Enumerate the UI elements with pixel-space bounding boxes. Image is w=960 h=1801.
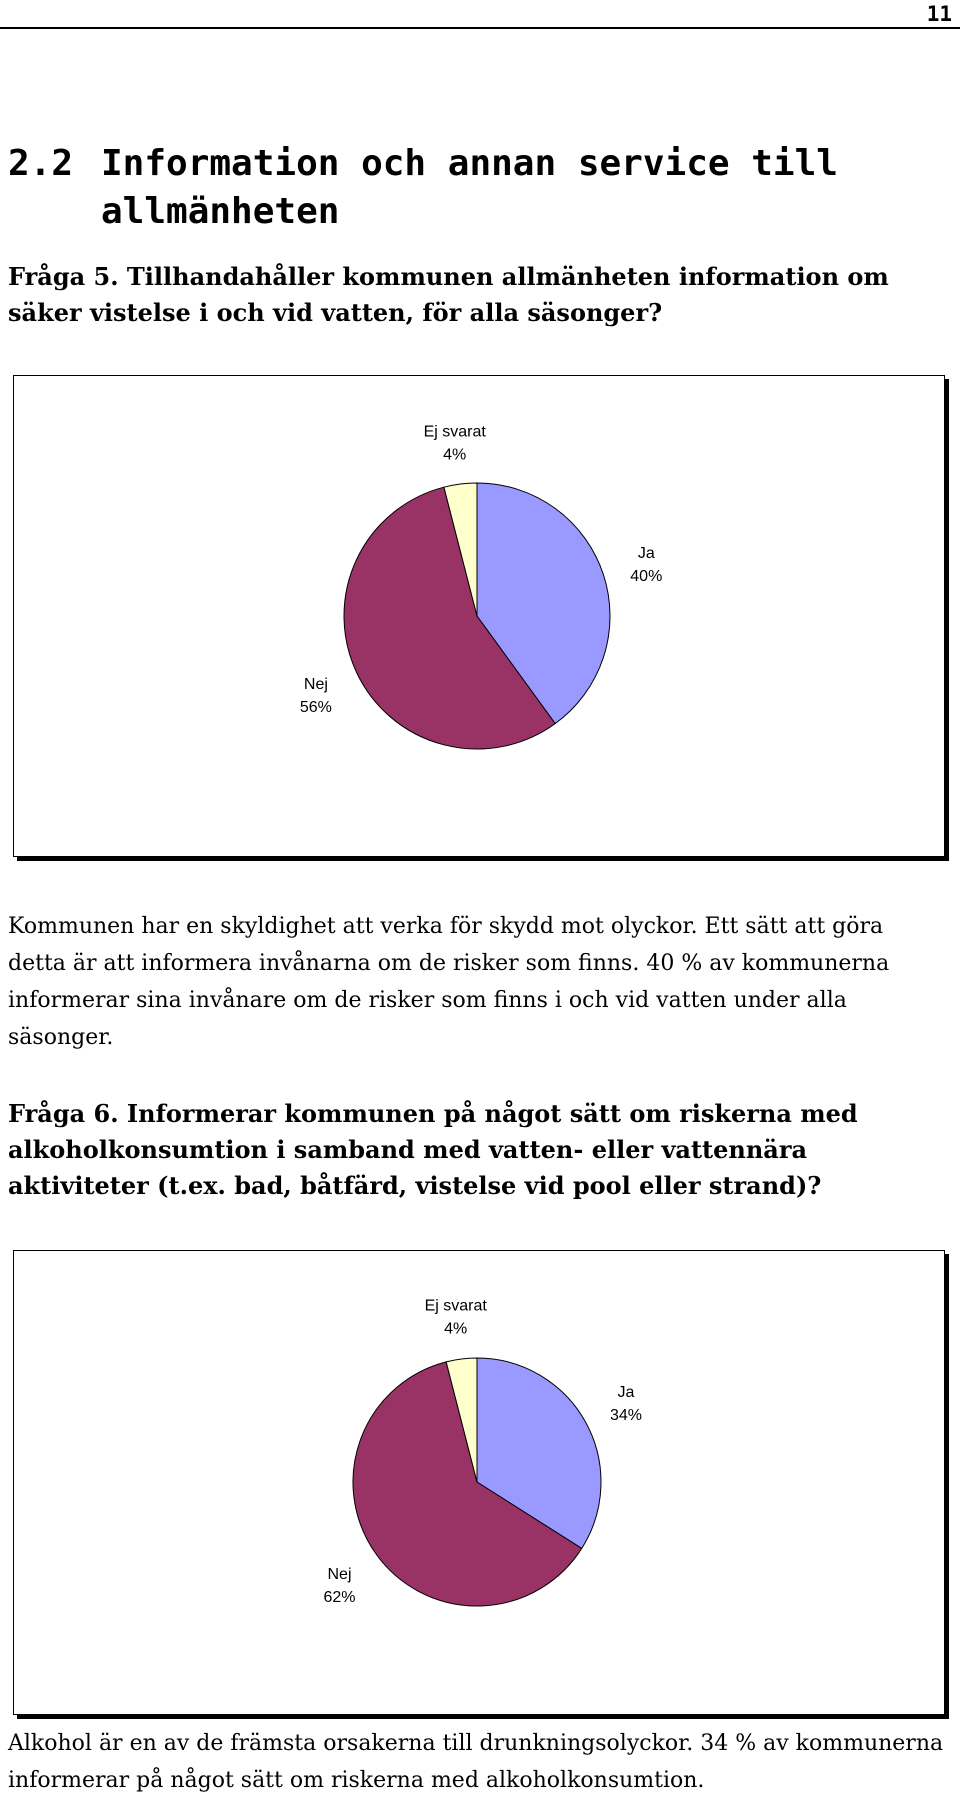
- header-rule: [0, 27, 960, 29]
- paragraph-q5: Kommunen har en skyldighet att verka för skydd mot olyckor. Ett sätt att göra detta är att informera invånarna om de risker som finns. 40 % av kommunerna informerar sina invånare om de risker som finns i och vid vatten under alla säsonger.: [8, 914, 890, 1050]
- pie-value-label-ja: 40%: [630, 568, 663, 585]
- pie-label-nej: Nej: [327, 1565, 352, 1583]
- pie-value-label-nej: 56%: [299, 698, 332, 716]
- pie-value-label-ja: 34%: [609, 1407, 643, 1425]
- page-number: 11: [926, 2, 952, 26]
- question-6: Fråga 6. Informerar kommunen på något sätt om riskerna med alkoholkonsumtion i samband med vatten- eller vattennära aktiviteter (t.ex. bad, båtfärd, vistelse vid pool eller strand)?: [8, 1099, 858, 1200]
- section-heading: [8, 140, 908, 236]
- pie-label-ja: Ja: [617, 1384, 635, 1402]
- pie-label-ja: Ja: [637, 545, 655, 562]
- section-title: Information och annan service till allmänheten: [101, 143, 838, 232]
- pie-value-label-ej-svarat: 4%: [444, 1320, 468, 1338]
- pie-chart-q6: [14, 1251, 944, 1714]
- pie-label-nej: Nej: [303, 675, 328, 693]
- pie-chart-q5: [14, 376, 944, 856]
- pie-value-label-nej: 62%: [323, 1588, 356, 1606]
- pie-chart-q6-frame: [13, 1250, 945, 1715]
- pie-value-label-ej-svarat: 4%: [443, 446, 467, 464]
- question-5: Fråga 5. Tillhandahåller kommunen allmänheten information om säker vistelse i och vid vatten, för alla säsonger?: [8, 262, 889, 327]
- pie-label-ej-svarat: Ej svarat: [423, 423, 486, 441]
- paragraph-q6: Alkohol är en av de främsta orsakerna till drunkningsolyckor. 34 % av kommunerna informerar på något sätt om riskerna med alkoholkonsumtion.: [8, 1731, 944, 1793]
- section-number: 2.2: [8, 143, 74, 184]
- pie-label-ej-svarat: Ej svarat: [424, 1297, 487, 1315]
- pie-chart-q5-frame: [13, 375, 945, 857]
